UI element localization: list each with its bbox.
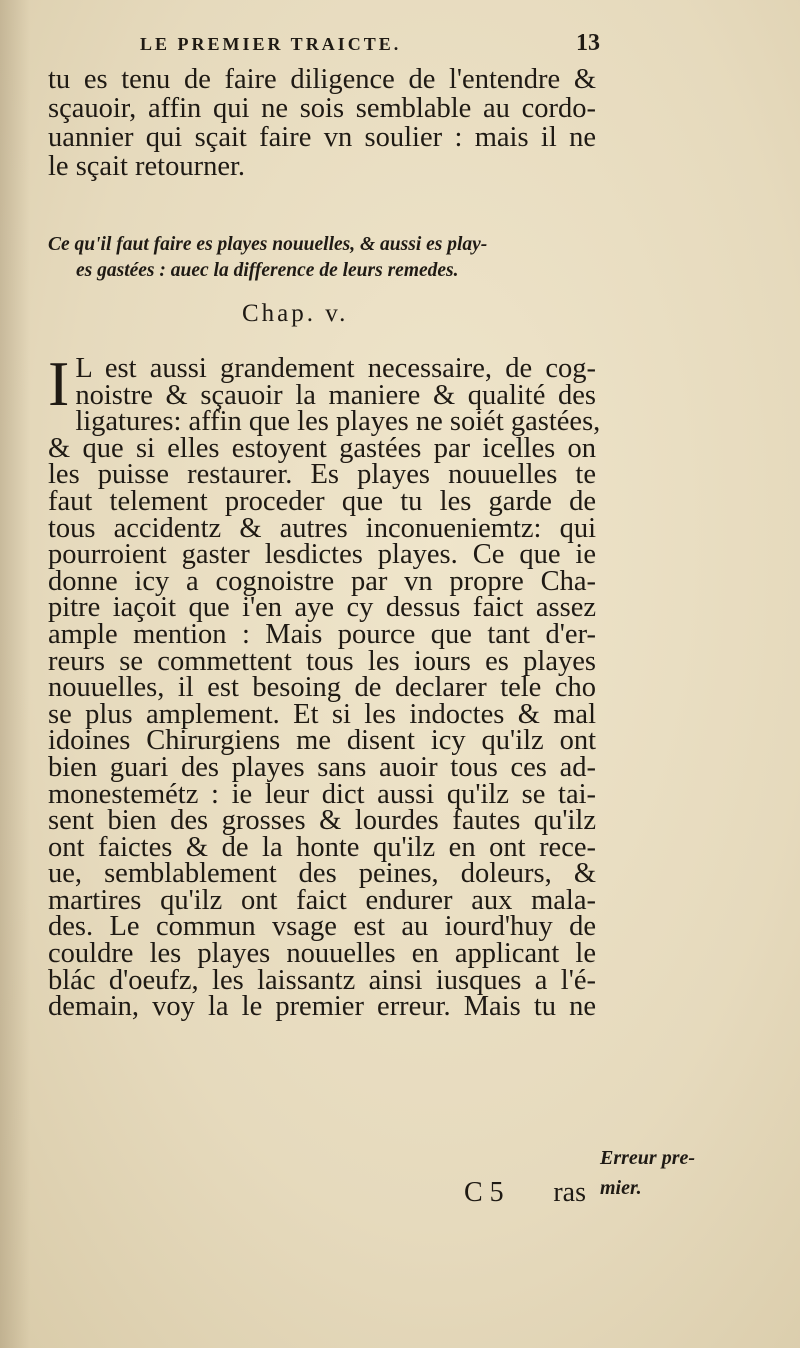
heading-line: Ce qu'il faut faire es playes nouuelles, & aussi es play- — [48, 234, 488, 255]
text-line: ample mention : Mais pource que tant d'er- — [48, 618, 596, 650]
text-line: idoines Chirurgiens me disent icy qu'ilz ont — [48, 725, 596, 757]
text-line: noistre & sçauoir la maniere & qualité des — [75, 379, 596, 411]
page-header — [140, 30, 600, 64]
text-line: pourroient gaster lesdictes playes. Ce que ie — [48, 539, 596, 571]
text-line: se plus amplement. Et si les indoctes & mal — [48, 698, 596, 730]
text-line: ont faictes & de la honte qu'ilz en ont rece- — [48, 831, 596, 863]
text-line: L est aussi grandement necessaire, de cog- — [75, 353, 596, 384]
text-line: blác d'oeufz, les laissantz ainsi iusques a l'é- — [48, 964, 596, 996]
heading-line: es gastées : auec la difference de leurs remedes. — [76, 260, 459, 281]
text-line: tu es tenu de faire diligence de l'entendre & — [48, 64, 596, 95]
text-line: les puisse restaurer. Es playes nouuelles te — [48, 459, 596, 491]
text-line: des. Le commun vsage est au iourd'huy de — [48, 911, 596, 943]
text-line: & que si elles estoyent gastées par icelles on — [48, 432, 596, 464]
text-line: demain, voy la le premier erreur. Mais tu ne — [48, 991, 596, 1023]
text-line: pitre iaçoit que i'en aye cy dessus faict assez — [48, 592, 596, 624]
text-line: ligatures: affin que les playes ne soiét gastées, — [75, 406, 601, 438]
marginal-note-line: mier. — [600, 1177, 642, 1199]
text-line: donne icy a cognoistre par vn propre Cha- — [48, 565, 596, 597]
text-line: reurs se commettent tous les iours es playes — [48, 645, 596, 677]
chapter-heading — [48, 233, 596, 285]
marginal-note-line: Erreur pre- — [600, 1147, 696, 1169]
signature-mark: C 5 — [464, 1177, 504, 1208]
text-line: ue, semblablement des peines, doleurs, & — [48, 858, 596, 890]
text-line: monestemétz : ie leur dict aussi qu'ilz se tai- — [48, 778, 596, 810]
text-line: faut telement proceder que tu les garde de — [48, 485, 596, 517]
text-line: tous accidentz & autres inconueniemtz: qui — [48, 512, 596, 544]
text-line: uannier qui sçait faire vn soulier : mais il ne — [48, 122, 596, 153]
page-number: 13 — [576, 30, 600, 56]
chapter-number: Chap. v. — [242, 300, 349, 327]
page-footer — [48, 1177, 596, 1207]
catchword: ras — [553, 1177, 586, 1208]
text-line: le sçait retourner. — [48, 151, 246, 182]
opening-paragraph — [48, 66, 596, 182]
text-line: bien guari des playes sans auoir tous ces ad- — [48, 751, 596, 783]
running-title: LE PREMIER TRAICTE. — [140, 34, 402, 54]
text-line: sçauoir, affin qui ne sois semblable au cordo- — [48, 93, 596, 124]
drop-cap: I — [48, 348, 70, 419]
text-line: nouuelles, il est besoing de declarer tele cho — [48, 672, 596, 704]
text-line: martires qu'ilz ont faict endurer aux mala- — [48, 884, 596, 916]
text-line: couldre les playes nouuelles en applicant le — [48, 938, 596, 970]
gutter-shadow — [0, 0, 30, 1348]
marginal-note — [600, 1143, 695, 1203]
chapter-body — [48, 348, 601, 1023]
text-line: sent bien des grosses & lourdes fautes qu'ilz — [48, 805, 596, 837]
